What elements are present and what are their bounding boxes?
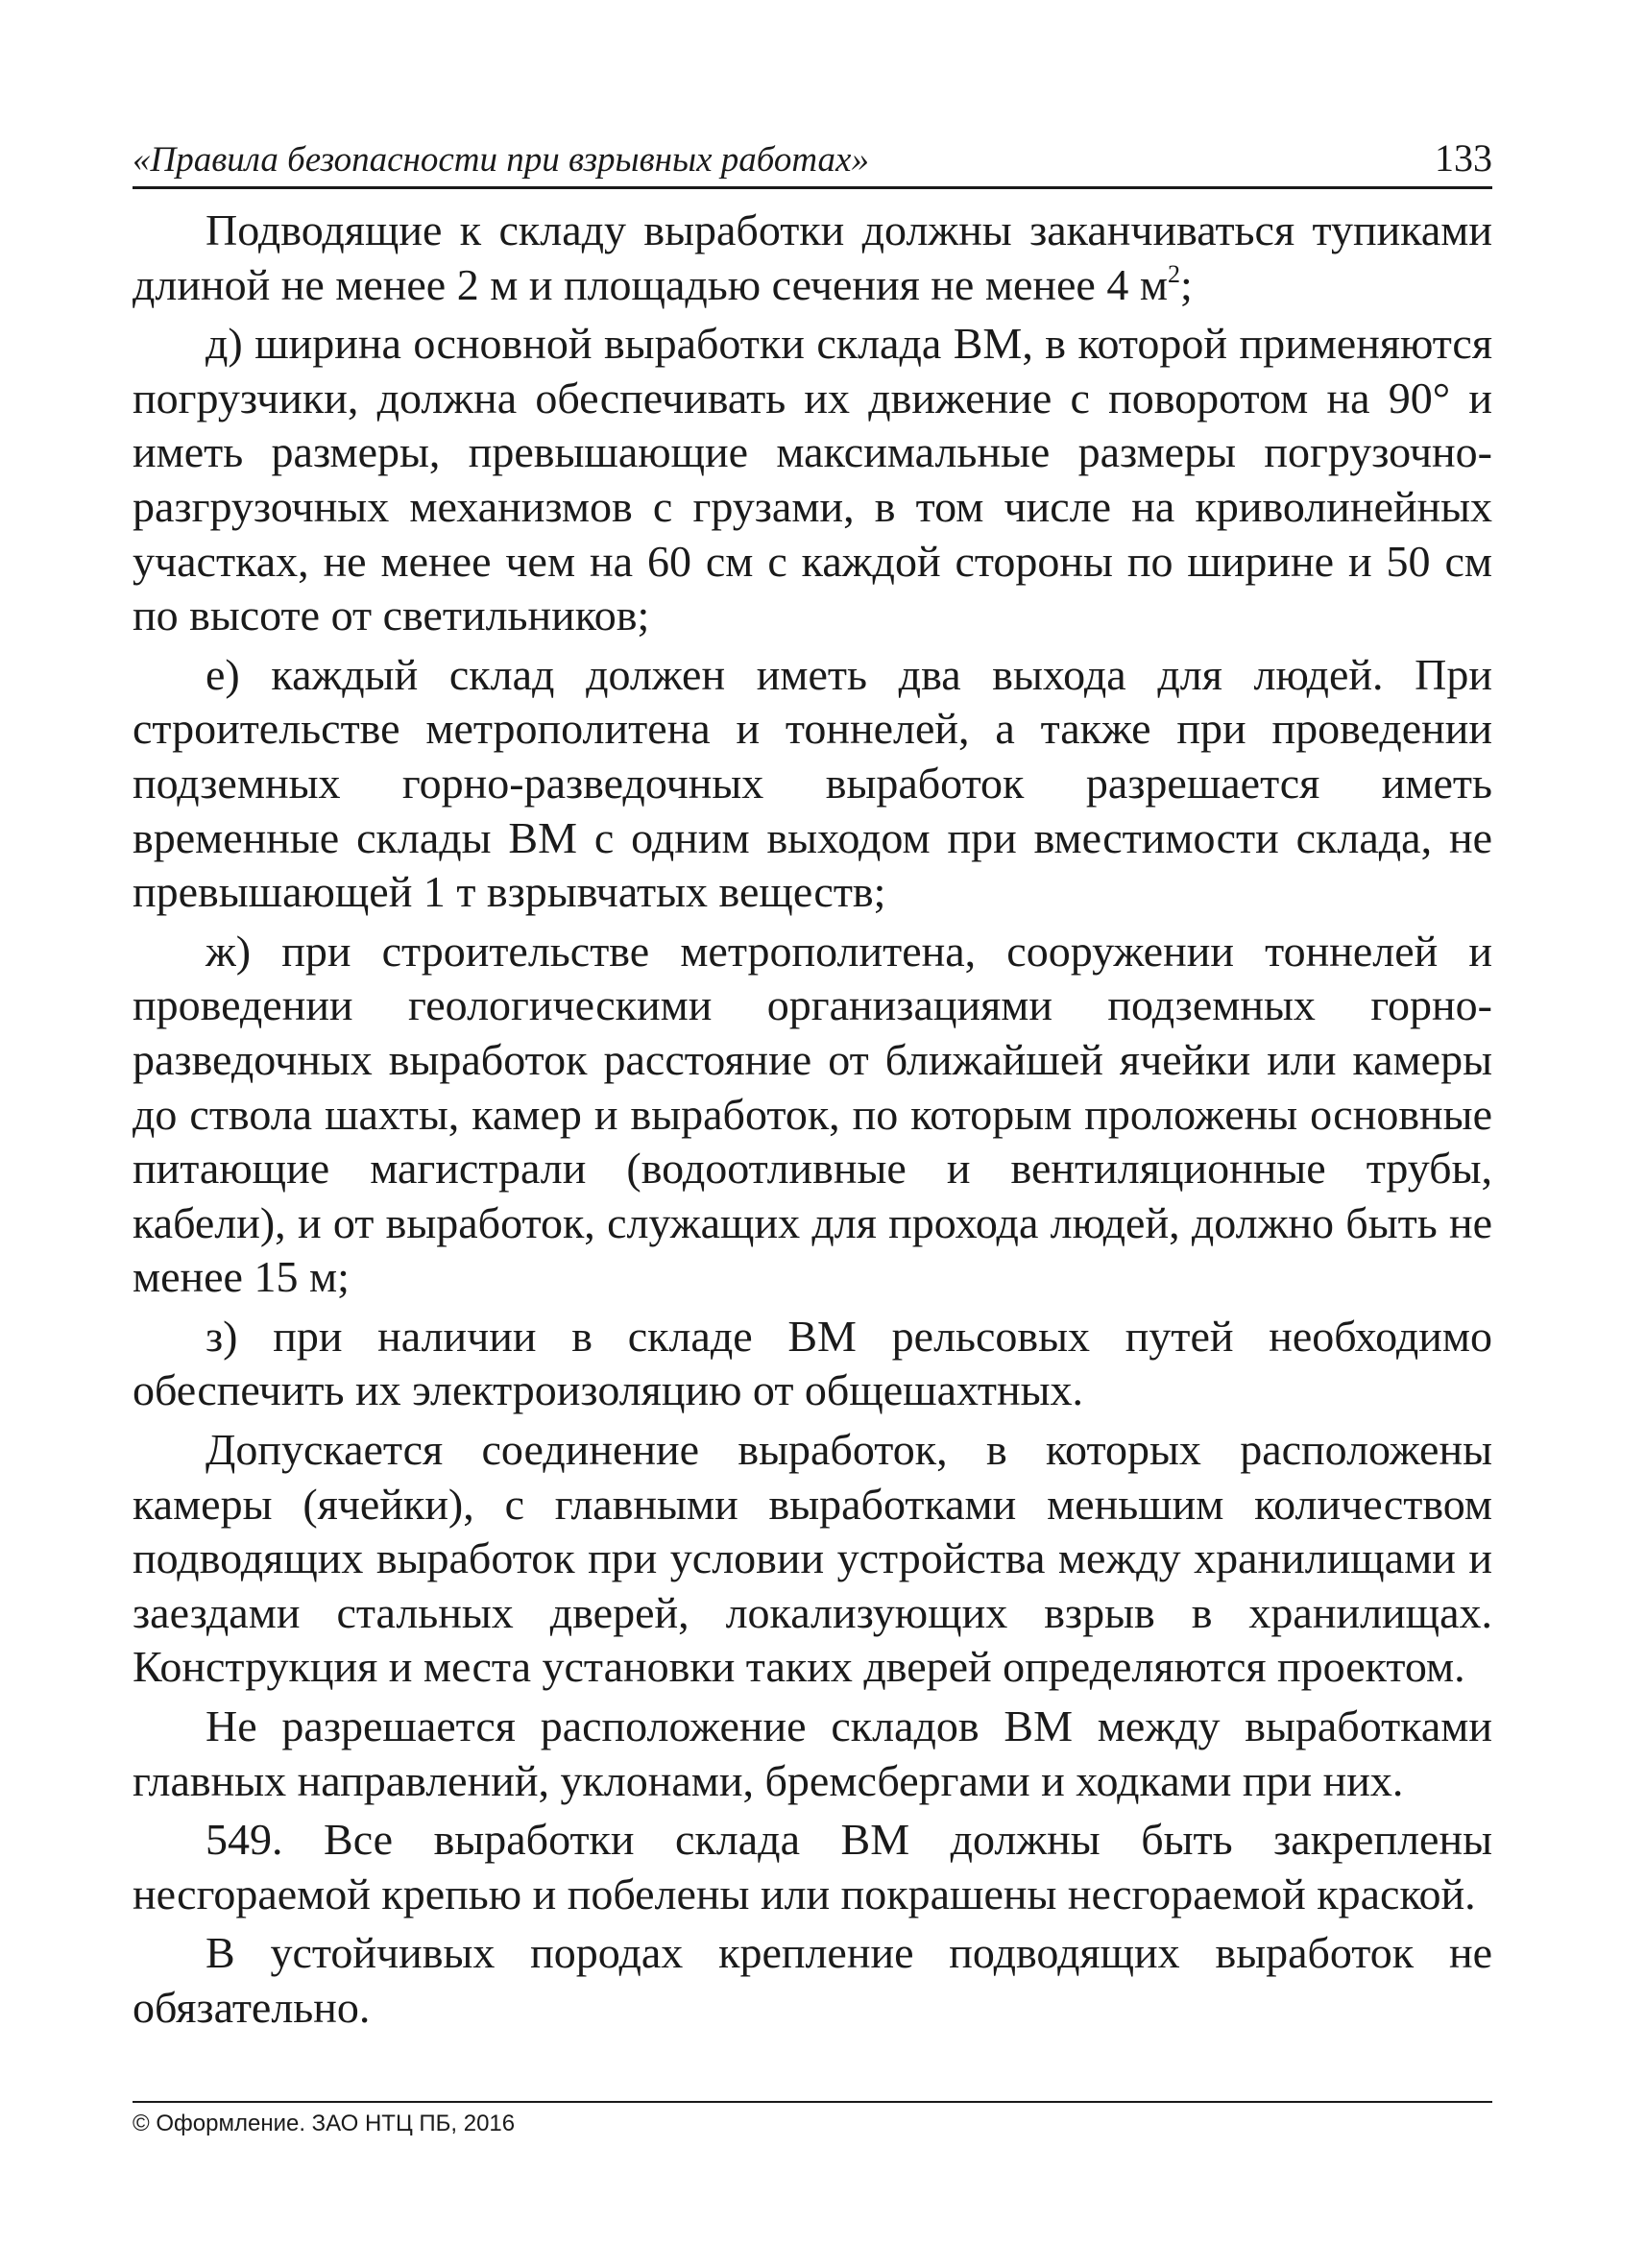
- paragraph-item-549: 549. Все выработки склада ВМ должны быть закреплены несгораемой крепью и побелены или покрашены несгораемой краской.: [133, 1815, 1492, 1918]
- paragraph-item-d: д) ширина основной выработки склада ВМ, в которой применяются погрузчики, должна обеспечивать их движение с поворотом на 90° и иметь размеры, превышающие максимальные размеры погрузочно-разгрузочных механизмов с грузами, в том числе на криволинейных участках, не менее чем на 60 см с каждой стороны по ширине и 50 см по высоте от светильников;: [133, 319, 1492, 640]
- paragraph-dead-ends: [133, 204, 1492, 312]
- paragraph-item-zh: ж) при строительстве метрополитена, сооружении тоннелей и проведении геологическими организациями подземных горно-разведочных выработок расстояние от ближайшей ячейки или камеры до ствола шахты, камер и выработок, по которым проложены основные питающие магистрали (водоотливные и вентиляционные трубы, кабели), и от выработок, служащих для прохода людей, должно быть не менее 15 м;: [133, 926, 1492, 1302]
- paragraph-item-e: е) каждый склад должен иметь два выхода для людей. При строительстве метрополитена и тоннелей, а также при проведении подземных горно-разведочных выработок разрешается иметь временные склады ВМ с одним выходом при вместимости склада, не превышающей 1 т взрывчатых веществ;: [133, 649, 1492, 917]
- copyright-notice: © Оформление. ЗАО НТЦ ПБ, 2016: [133, 2111, 516, 2136]
- header-title: «Правила безопасности при взрывных работах»: [133, 140, 869, 180]
- page-number: 133: [1435, 136, 1492, 180]
- running-footer: [133, 2101, 1492, 2137]
- paragraph-stable-rocks: В устойчивых породах крепление подводящих выработок не обязательно.: [133, 1928, 1492, 2032]
- paragraph-item-z: з) при наличии в складе ВМ рельсовых путей необходимо обеспечить их электроизоляцию от общешахтных.: [133, 1311, 1492, 1415]
- paragraph-connection-allowed: Допускается соединение выработок, в которых расположены камеры (ячейки), с главными выработками меньшим количеством подводящих выработок при условии устройства между хранилищами и заездами стальных дверей, локализующих взрыв в хранилищах. Конструкция и места установки таких дверей определяются проектом.: [133, 1425, 1492, 1692]
- paragraph-text: Подводящие к складу выработки должны заканчиваться тупиками длиной не менее 2 м и площадью сечения не менее 4 м: [133, 205, 1492, 309]
- paragraph-tail: ;: [1179, 259, 1193, 309]
- body-text: [133, 204, 1492, 2036]
- running-header: [133, 133, 1492, 189]
- paragraph-location-prohibited: Не разрешается расположение складов ВМ между выработками главных направлений, уклонами, бремсбергами и ходками при них.: [133, 1701, 1492, 1805]
- superscript: 2: [1167, 259, 1180, 288]
